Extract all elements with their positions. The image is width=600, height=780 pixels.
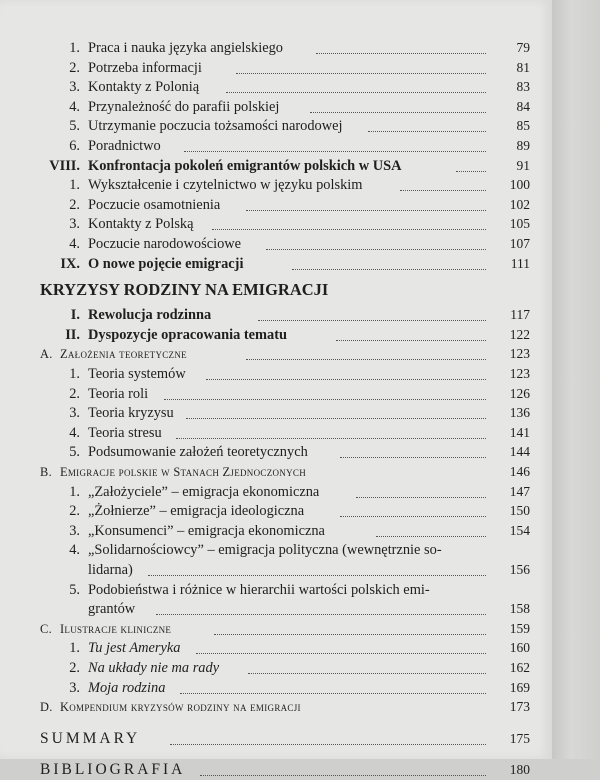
leader-dots: [184, 131, 486, 152]
toc-part-heading: [0, 279, 530, 301]
toc-entry-label: Teoria kryzysu: [88, 405, 174, 422]
toc-chapter-page: 111: [510, 255, 530, 271]
toc-entry-label: Kontakty z Polską: [88, 216, 194, 233]
toc-entry-number: 3.: [69, 79, 80, 96]
toc-entry-label: Poczucie osamotnienia: [88, 196, 221, 213]
toc-entry-number: 2.: [69, 59, 80, 76]
toc-entry-label: Podobieństwa i różnice w hierarchii wartości polskich emi-: [88, 581, 430, 598]
toc-entry-number: 3.: [69, 405, 80, 422]
toc-entry-label: Przynależność do parafii polskiej: [88, 98, 280, 115]
toc-entry-number: 2.: [69, 385, 80, 402]
toc-entry-label: Podsumowanie założeń teoretycznych: [88, 444, 308, 461]
toc-entry-label: Utrzymanie poczucia tożsamości narodowej: [88, 118, 343, 135]
toc-entry-number: 1.: [69, 483, 80, 500]
toc-entry-page: 158: [509, 601, 530, 617]
toc-entry-label: Teoria systemów: [88, 366, 186, 382]
toc-entry-label: lidarna): [88, 562, 133, 578]
toc-entry-number: 2.: [69, 196, 80, 213]
toc-section-letter: B.: [40, 465, 52, 479]
toc-entry-number: 3.: [69, 522, 80, 539]
toc-chapter: [0, 254, 530, 274]
toc-entry-number: 4.: [69, 542, 80, 559]
bibliography-page: 180: [509, 762, 530, 778]
leader-dots: [196, 633, 486, 654]
toc-entry-label: Na układy nie ma rady: [88, 660, 220, 676]
toc-entry-number: 3.: [69, 216, 80, 233]
toc-entry-page: 147: [509, 483, 530, 499]
toc-section-label: Ilustracje kliniczne: [60, 621, 172, 636]
toc-entry: [0, 678, 530, 698]
leader-dots: [340, 437, 486, 458]
toc-entry-number: 5.: [69, 118, 80, 135]
toc-entry-number: 5.: [69, 444, 80, 461]
toc-entry-page: 105: [509, 216, 530, 232]
toc-section-page: 146: [509, 464, 530, 479]
toc-section-letter: D.: [40, 700, 53, 715]
leader-dots: [212, 209, 486, 230]
toc-entry-page: 150: [509, 503, 530, 519]
leader-dots: [266, 229, 486, 250]
toc-entry-number: 4.: [69, 98, 80, 115]
toc-entry-page: 162: [509, 660, 530, 675]
toc-entry-number: 1.: [69, 366, 80, 382]
toc-entry-label: „Solidarnościowcy” – emigracja polityczna (wewnętrznie so-: [88, 542, 442, 559]
leader-dots: [214, 614, 486, 635]
summary-page: 175: [509, 730, 530, 746]
toc-entry-page: 169: [509, 679, 530, 695]
toc-section-page: 123: [509, 346, 530, 362]
toc-entry-label: grantów: [88, 601, 136, 618]
toc-chapter-label: Rewolucja rodzinna: [88, 307, 212, 324]
leader-dots: [246, 339, 486, 360]
toc-entry-page: 136: [509, 405, 530, 421]
leader-dots: [456, 151, 486, 172]
toc-entry-page: 83: [516, 79, 530, 95]
toc-entry-label: „Konsumenci” – emigracja ekonomiczna: [88, 522, 325, 539]
leader-dots: [310, 92, 486, 113]
toc-entry-page: 154: [509, 522, 530, 538]
toc-bibliography: [0, 760, 530, 780]
toc-entry: [0, 442, 530, 462]
toc-chapter-page: 91: [516, 157, 530, 173]
toc-entry-page: 79: [516, 40, 530, 55]
leader-dots: [226, 72, 486, 93]
toc-chapter-page: 117: [510, 307, 530, 323]
leader-dots: [186, 398, 486, 419]
leader-dots: [236, 53, 486, 74]
leader-dots: [292, 249, 486, 270]
leader-dots: [368, 111, 486, 132]
toc-chapter-label: Konfrontacja pokoleń emigrantów polskich w USA: [88, 157, 402, 174]
toc-section-label: Założenia teoretyczne: [60, 347, 187, 362]
toc-chapter-label: O nowe pojęcie emigracji: [88, 255, 244, 272]
toc-entry-label: Poradnictwo: [88, 138, 161, 154]
toc-section-page: 159: [509, 620, 530, 636]
toc-entry-label: „Żołnierze” – emigracja ideologiczna: [88, 503, 305, 520]
toc-chapter-number: I.: [70, 307, 80, 324]
toc-entry-page: 160: [509, 640, 530, 656]
toc-section-label: Emigracje polskie w Stanach Zjednoczonych: [60, 465, 306, 479]
toc-entry-label: Wykształcenie i czytelnictwo w języku polskim: [88, 177, 363, 194]
toc-entry-page: 123: [509, 366, 530, 381]
leader-dots: [176, 418, 486, 439]
leader-dots: [148, 555, 486, 576]
toc-chapter-page: 122: [509, 326, 530, 342]
toc-entry-number: 2.: [69, 503, 80, 520]
leader-dots: [336, 320, 486, 341]
leader-dots: [246, 190, 486, 211]
toc-entry-number: 4.: [69, 424, 80, 441]
toc-entry-number: 3.: [69, 679, 80, 696]
toc-entry-number: 1.: [69, 40, 80, 56]
toc-chapter-number: II.: [65, 326, 80, 343]
toc-chapter-label: Dyspozycje opracowania tematu: [88, 326, 288, 343]
toc-entry-label: Teoria stresu: [88, 424, 162, 441]
toc-entry-label: „Założyciele” – emigracja ekonomiczna: [88, 483, 320, 500]
toc-entry-page: 141: [509, 424, 530, 440]
toc-section-letter: A.: [40, 347, 53, 362]
toc-entry-page: 156: [509, 562, 530, 577]
leader-dots: [356, 477, 486, 498]
toc-entry-label: Moja rodzina: [88, 679, 166, 696]
bibliography-heading: BIBLIOGRAFIA: [40, 761, 186, 779]
leader-dots: [156, 594, 486, 615]
toc-entry-page: 102: [509, 196, 530, 212]
toc-entry-number: 1.: [69, 640, 80, 657]
toc-entry-page: 100: [509, 177, 530, 193]
toc-entry-label: Praca i nauka języka angielskiego: [88, 40, 283, 56]
toc-entry-page: 144: [509, 444, 530, 460]
toc-entry-number: 4.: [69, 236, 80, 252]
page-edge: [552, 0, 600, 759]
toc-entry-label: Teoria roli: [88, 385, 149, 402]
toc-entry-number: 1.: [69, 177, 80, 194]
leader-dots: [180, 673, 486, 694]
toc-entry-number: 6.: [69, 138, 80, 154]
toc-section-label: Kompendium kryzysów rodziny na emigracji: [60, 700, 301, 715]
toc-entry-page: 84: [516, 98, 530, 114]
toc-entry-page: 81: [516, 59, 530, 75]
toc-entry-page: 85: [516, 118, 530, 134]
toc-entry-label: Poczucie narodowościowe: [88, 236, 242, 252]
toc-entry-page: 126: [509, 385, 530, 401]
leader-dots: [248, 653, 486, 674]
toc-section-letter: C.: [40, 621, 52, 636]
summary-heading: SUMMARY: [40, 729, 141, 747]
toc-entry-page: 89: [516, 138, 530, 153]
toc-entry-number: 2.: [69, 660, 80, 676]
toc-entry-label: Kontakty z Polonią: [88, 79, 200, 96]
toc-entry-label: Potrzeba informacji: [88, 59, 202, 76]
leader-dots: [164, 379, 486, 400]
toc-entry: [0, 521, 530, 541]
toc-entry-number: 5.: [69, 581, 80, 598]
leader-dots: [340, 496, 486, 517]
toc-chapter-number: VIII.: [49, 157, 80, 174]
leader-dots: [316, 33, 486, 54]
toc-entry-continued: [0, 560, 530, 580]
leader-dots: [376, 516, 486, 537]
toc-chapter-number: IX.: [60, 255, 80, 272]
toc-entry-label: Tu jest Ameryka: [88, 640, 181, 657]
leader-dots: [258, 300, 486, 321]
toc-section: [0, 697, 530, 717]
part-title: KRYZYSY RODZINY NA EMIGRACJI: [40, 280, 329, 300]
toc-summary: [0, 729, 530, 749]
leader-dots: [170, 724, 486, 745]
toc-section-page: 173: [509, 699, 530, 715]
toc-entry-page: 107: [509, 236, 530, 251]
leader-dots: [400, 170, 486, 191]
leader-dots: [206, 359, 486, 380]
toc-entry: [0, 136, 530, 156]
